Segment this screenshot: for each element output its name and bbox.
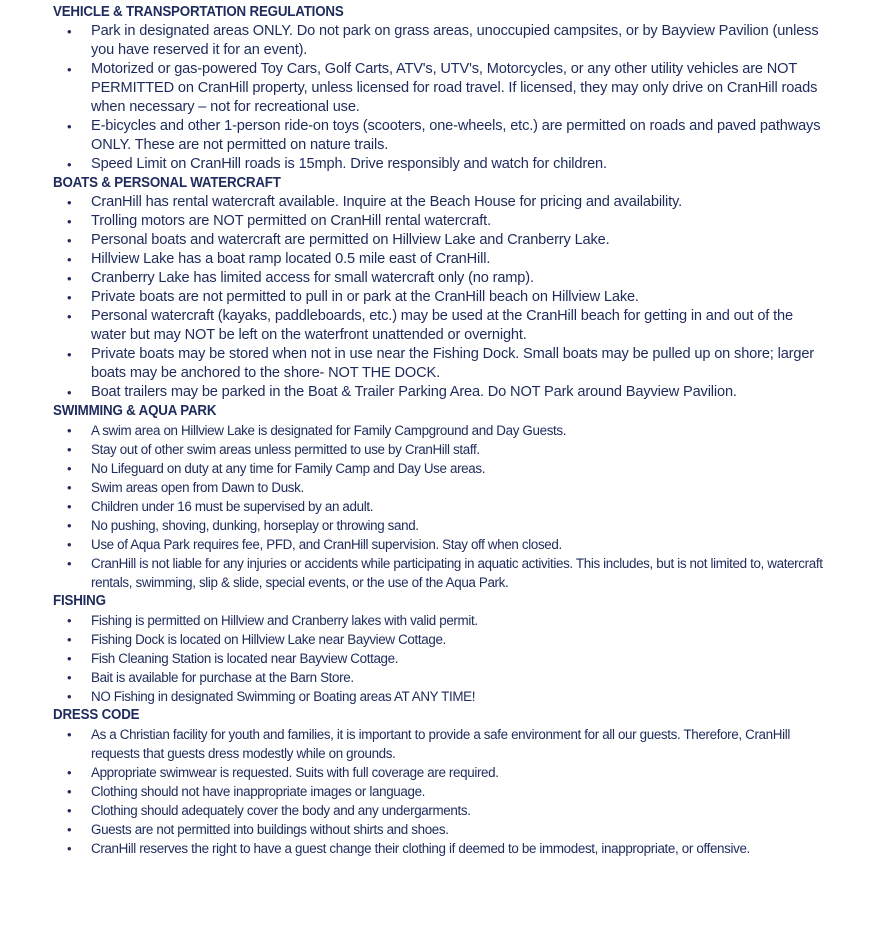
list-item (53, 839, 826, 858)
bullet-icon: • (67, 461, 72, 476)
rule-text: No Lifeguard on duty at any time for Family Camp and Day Use areas. (91, 461, 486, 476)
rule-text: Boat trailers may be parked in the Boat & Trailer Parking Area. Do NOT Park around Bayview Pavilion. (91, 384, 737, 400)
bullet-icon: • (67, 214, 72, 229)
list-item (53, 212, 826, 231)
rule-text: Fish Cleaning Station is located near Bayview Cottage. (91, 651, 399, 666)
rule-list (53, 421, 833, 592)
rule-list (53, 193, 833, 402)
bullet-icon: • (67, 309, 72, 324)
list-item (53, 307, 826, 345)
bullet-icon: • (67, 233, 72, 248)
list-item (53, 763, 826, 782)
bullet-icon: • (67, 442, 72, 457)
section-heading: SWIMMING & AQUA PARK (53, 403, 217, 419)
rule-text: Motorized or gas-powered Toy Cars, Golf Carts, ATV's, UTV's, Motorcycles, or any other utility vehicles are NOT PERMITTED on CranHill property, unless licensed for road travel. If licensed, they may only drive on CranHill roads when necessary – not for recreational use. (91, 61, 818, 115)
list-item (53, 288, 826, 307)
rule-text: Trolling motors are NOT permitted on CranHill rental watercraft. (91, 213, 491, 229)
bullet-icon: • (67, 518, 72, 533)
bullet-icon: • (67, 480, 72, 495)
list-item (53, 193, 826, 212)
bullet-icon: • (67, 651, 72, 666)
bullet-icon: • (67, 670, 72, 685)
list-item (53, 554, 826, 592)
list-item (53, 497, 826, 516)
bullet-icon: • (67, 841, 72, 856)
bullet-icon: • (67, 290, 72, 305)
list-item (53, 250, 826, 269)
rule-text: No pushing, shoving, dunking, horseplay or throwing sand. (91, 518, 419, 533)
rule-text: Clothing should adequately cover the body and any undergarments. (91, 803, 471, 818)
list-item (53, 421, 826, 440)
rule-text: Swim areas open from Dawn to Dusk. (91, 480, 304, 495)
rule-text: A swim area on Hillview Lake is designated for Family Campground and Day Guests. (91, 423, 567, 438)
bullet-icon: • (67, 119, 72, 134)
rule-text: Private boats may be stored when not in use near the Fishing Dock. Small boats may be pulled up on shore; larger boats may be anchored to the shore- NOT THE DOCK. (91, 346, 815, 381)
bullet-icon: • (67, 385, 72, 400)
list-item (53, 155, 826, 174)
rule-text: Guests are not permitted into buildings without shirts and shoes. (91, 822, 449, 837)
bullet-icon: • (67, 271, 72, 286)
rule-text: Fishing is permitted on Hillview and Cranberry lakes with valid permit. (91, 613, 478, 628)
rule-text: CranHill reserves the right to have a guest change their clothing if deemed to be immodest, inappropriate, or offensive. (91, 841, 750, 856)
bullet-icon: • (67, 62, 72, 77)
rule-text: Personal watercraft (kayaks, paddleboards, etc.) may be used at the CranHill beach for getting in and out of the water but may NOT be left on the waterfront unattended or overnight. (91, 308, 793, 343)
bullet-icon: • (67, 613, 72, 628)
rule-text: Speed Limit on CranHill roads is 15mph. Drive responsibly and watch for children. (91, 156, 607, 172)
rule-text: Personal boats and watercraft are permitted on Hillview Lake and Cranberry Lake. (91, 232, 610, 248)
list-item (53, 440, 826, 459)
section-swimming-aqua-park (53, 402, 833, 592)
rule-text: CranHill has rental watercraft available. Inquire at the Beach House for pricing and availability. (91, 194, 682, 210)
bullet-icon: • (67, 157, 72, 172)
rule-text: Cranberry Lake has limited access for small watercraft only (no ramp). (91, 270, 534, 286)
rule-text: Hillview Lake has a boat ramp located 0.5 mile east of CranHill. (91, 251, 491, 267)
rule-list (53, 611, 833, 706)
list-item (53, 725, 826, 763)
bullet-icon: • (67, 195, 72, 210)
bullet-icon: • (67, 556, 72, 571)
rule-text: As a Christian facility for youth and families, it is important to provide a safe environment for all our guests. Therefore, CranHill requests that guests dress modestly while on grounds. (91, 727, 790, 761)
bullet-icon: • (67, 727, 72, 742)
rule-text: Park in designated areas ONLY. Do not park on grass areas, unoccupied campsites, or by Bayview Pavilion (unless you have reserved it for an event). (91, 23, 819, 58)
section-heading: BOATS & PERSONAL WATERCRAFT (53, 175, 281, 191)
bullet-icon: • (67, 252, 72, 267)
list-item (53, 269, 826, 288)
rule-text: Fishing Dock is located on Hillview Lake near Bayview Cottage. (91, 632, 446, 647)
bullet-icon: • (67, 499, 72, 514)
section-heading: VEHICLE & TRANSPORTATION REGULATIONS (53, 4, 344, 20)
rule-text: Clothing should not have inappropriate images or language. (91, 784, 426, 799)
rule-text: NO Fishing in designated Swimming or Boating areas AT ANY TIME! (91, 689, 476, 704)
list-item (53, 687, 826, 706)
list-item (53, 668, 826, 687)
section-heading: FISHING (53, 593, 106, 609)
rule-text: Appropriate swimwear is requested. Suits with full coverage are required. (91, 765, 499, 780)
list-item (53, 611, 826, 630)
list-item (53, 649, 826, 668)
section-dress-code (53, 706, 833, 858)
section-heading: DRESS CODE (53, 707, 140, 723)
list-item (53, 22, 826, 60)
bullet-icon: • (67, 423, 72, 438)
section-fishing (53, 592, 833, 706)
list-item (53, 820, 826, 839)
list-item (53, 782, 826, 801)
bullet-icon: • (67, 689, 72, 704)
section-boats-personal-watercraft (53, 174, 833, 402)
list-item (53, 117, 826, 155)
rules-document (53, 3, 833, 858)
rule-text: Children under 16 must be supervised by an adult. (91, 499, 374, 514)
rule-list (53, 725, 833, 858)
bullet-icon: • (67, 784, 72, 799)
rule-list (53, 22, 833, 174)
list-item (53, 231, 826, 250)
rule-text: E-bicycles and other 1-person ride-on toys (scooters, one-wheels, etc.) are permitted on roads and paved pathways ONLY. These are not permitted on nature trails. (91, 118, 821, 153)
rule-text: CranHill is not liable for any injuries or accidents while participating in aquatic activities. This includes, but is not limited to, watercraft rentals, swimming, slip & slide, special events, or the use of the Aqua Park. (91, 556, 823, 590)
bullet-icon: • (67, 803, 72, 818)
list-item (53, 516, 826, 535)
list-item (53, 801, 826, 820)
bullet-icon: • (67, 537, 72, 552)
list-item (53, 459, 826, 478)
rule-text: Private boats are not permitted to pull in or park at the CranHill beach on Hillview Lake. (91, 289, 639, 305)
list-item (53, 60, 826, 117)
bullet-icon: • (67, 24, 72, 39)
bullet-icon: • (67, 632, 72, 647)
rule-text: Use of Aqua Park requires fee, PFD, and CranHill supervision. Stay off when closed. (91, 537, 562, 552)
list-item (53, 383, 826, 402)
rule-text: Stay out of other swim areas unless permitted to use by CranHill staff. (91, 442, 480, 457)
section-vehicle-transportation-regulations (53, 3, 833, 174)
list-item (53, 478, 826, 497)
list-item (53, 535, 826, 554)
rule-text: Bait is available for purchase at the Barn Store. (91, 670, 354, 685)
bullet-icon: • (67, 347, 72, 362)
bullet-icon: • (67, 822, 72, 837)
bullet-icon: • (67, 765, 72, 780)
list-item (53, 630, 826, 649)
list-item (53, 345, 826, 383)
